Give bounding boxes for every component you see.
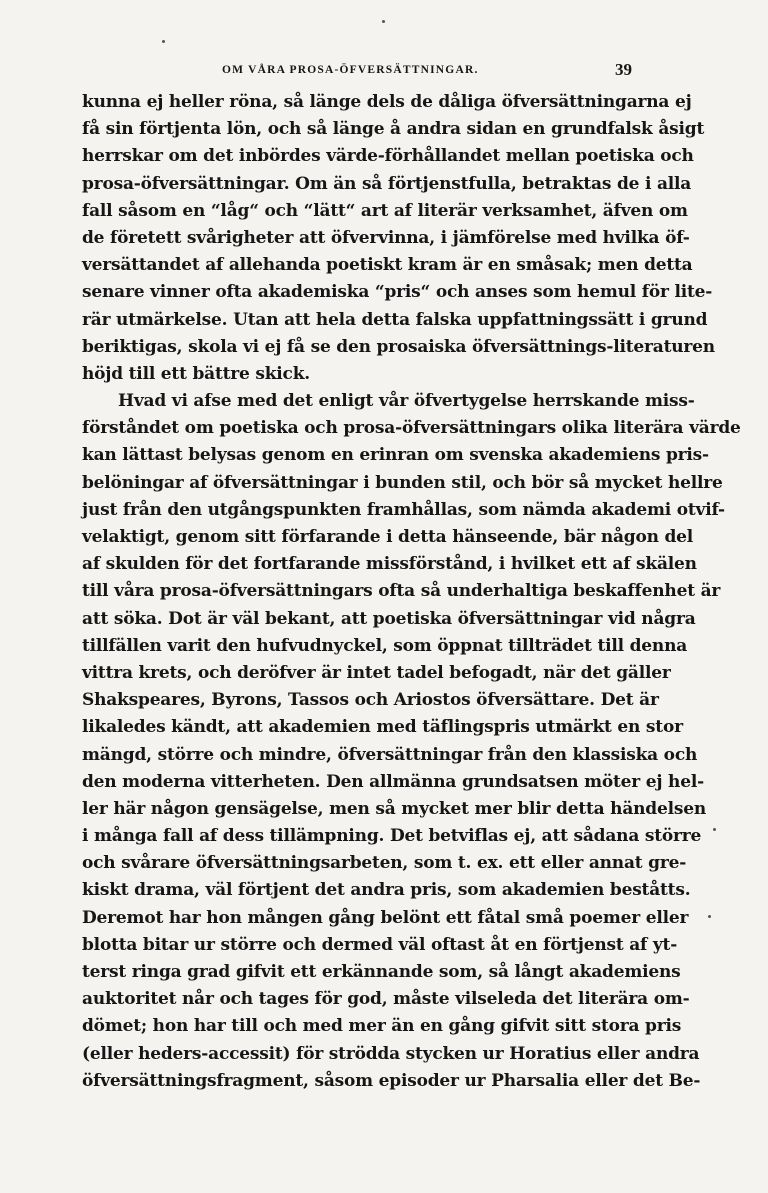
text-line: terst ringa grad gifvit ett erkännande som, så långt akademiens [82,962,681,982]
running-title: OM VÅRA PROSA-ÖFVERSÄTTNINGAR. [222,64,479,76]
page-header [82,60,642,84]
text-line: kunna ej heller röna, så länge dels de dåliga öfversättningarna ej [82,92,692,112]
text-line: och svårare öfversättningsarbeten, som t. ex. ett eller annat gre- [82,853,687,874]
text-line: just från den utgångspunkten framhållas, som nämda akademi otvif- [82,499,725,520]
text-line: till våra prosa-öfversättningars ofta så underhaltiga beskaffenhet är [82,581,721,602]
text-line: mängd, större och mindre, öfversättningar från den klassiska och [82,744,698,765]
text-line: versättandet af allehanda poetiskt kram är en småsak; men detta [82,255,693,276]
text-line: Deremot har hon mången gång belönt ett fåtal små poemer eller [82,907,689,928]
text-line: (eller heders-accessit) för strödda stycken ur Horatius eller andra [82,1043,700,1064]
paragraph-end-line: höjd till ett bättre skick. [82,363,310,384]
text-line: dömet; hon har till och med mer än en gång gifvit sitt stora pris [82,1016,682,1037]
ink-speck [713,828,716,831]
text-line: öfversättningsfragment, såsom episoder ur Pharsalia eller det Be- [82,1070,701,1091]
text-line: velaktigt, genom sitt förfarande i detta hänseende, bär någon del [82,527,694,547]
ink-speck [382,20,385,23]
text-line: af skulden för det fortfarande missförstånd, i hvilket ett af skälen [82,554,697,575]
text-line: senare vinner ofta akademiska “pris“ och anses som hemul för lite- [82,282,713,303]
text-line: likaledes kändt, att akademien med täflingspris utmärkt en stor [82,717,683,738]
text-line: förståndet om poetiska och prosa-öfversättningars olika literära värde [82,418,741,439]
text-line: herrskar om det inbördes värde-förhållandet mellan poetiska och [82,146,694,167]
text-line: Shakspeares, Byrons, Tassos och Ariostos öfversättare. Det är [82,690,659,711]
text-line: ler här någon gensägelse, men så mycket mer blir detta händelsen [82,798,707,819]
text-line: blotta bitar ur större och dermed väl oftast åt en förtjenst af yt- [82,934,678,955]
text-line: kan lättast belysas genom en erinran om svenska akademiens pris- [82,445,709,466]
text-line: tillfällen varit den hufvudnyckel, som öppnat tillträdet till denna [82,635,688,656]
ink-speck [162,40,165,43]
text-line: prosa-öfversättningar. Om än så förtjenstfulla, betraktas de i alla [82,173,692,194]
text-line: kiskt drama, väl förtjent det andra pris, som akademien beståtts. [82,880,691,901]
text-line: belöningar af öfversättningar i bunden stil, och bör så mycket hellre [82,472,723,493]
ink-speck [708,915,711,918]
text-line: fall såsom en “låg“ och “lätt“ art af literär verksamhet, äfven om [82,200,688,221]
text-line: de företett svårigheter att öfvervinna, i jämförelse med hvilka öf- [82,227,690,248]
text-line: auktoritet når och tages för god, måste vilseleda det literära om- [82,989,690,1010]
text-line: vittra krets, och deröfver är intet tadel befogadt, när det gäller [82,662,671,683]
body-text [82,89,741,1095]
text-line: rär utmärkelse. Utan att hela detta falska uppfattningssätt i grund [82,309,708,330]
page-number: 39 [615,60,632,79]
text-line: i många fall af dess tillämpning. Det betviflas ej, att sådana större [82,826,702,847]
text-line: få sin förtjenta lön, och så länge å andra sidan en grundfalsk åsigt [82,119,705,140]
paragraph-start-line: Hvad vi afse med det enligt vår öfvertygelse herrskande miss- [118,391,695,412]
text-line: att söka. Dot är väl bekant, att poetiska öfversättningar vid några [82,608,696,629]
text-line: beriktigas, skola vi ej få se den prosaiska öfversättnings-literaturen [82,336,715,357]
text-line: den moderna vitterheten. Den allmänna grundsatsen möter ej hel- [82,771,704,792]
